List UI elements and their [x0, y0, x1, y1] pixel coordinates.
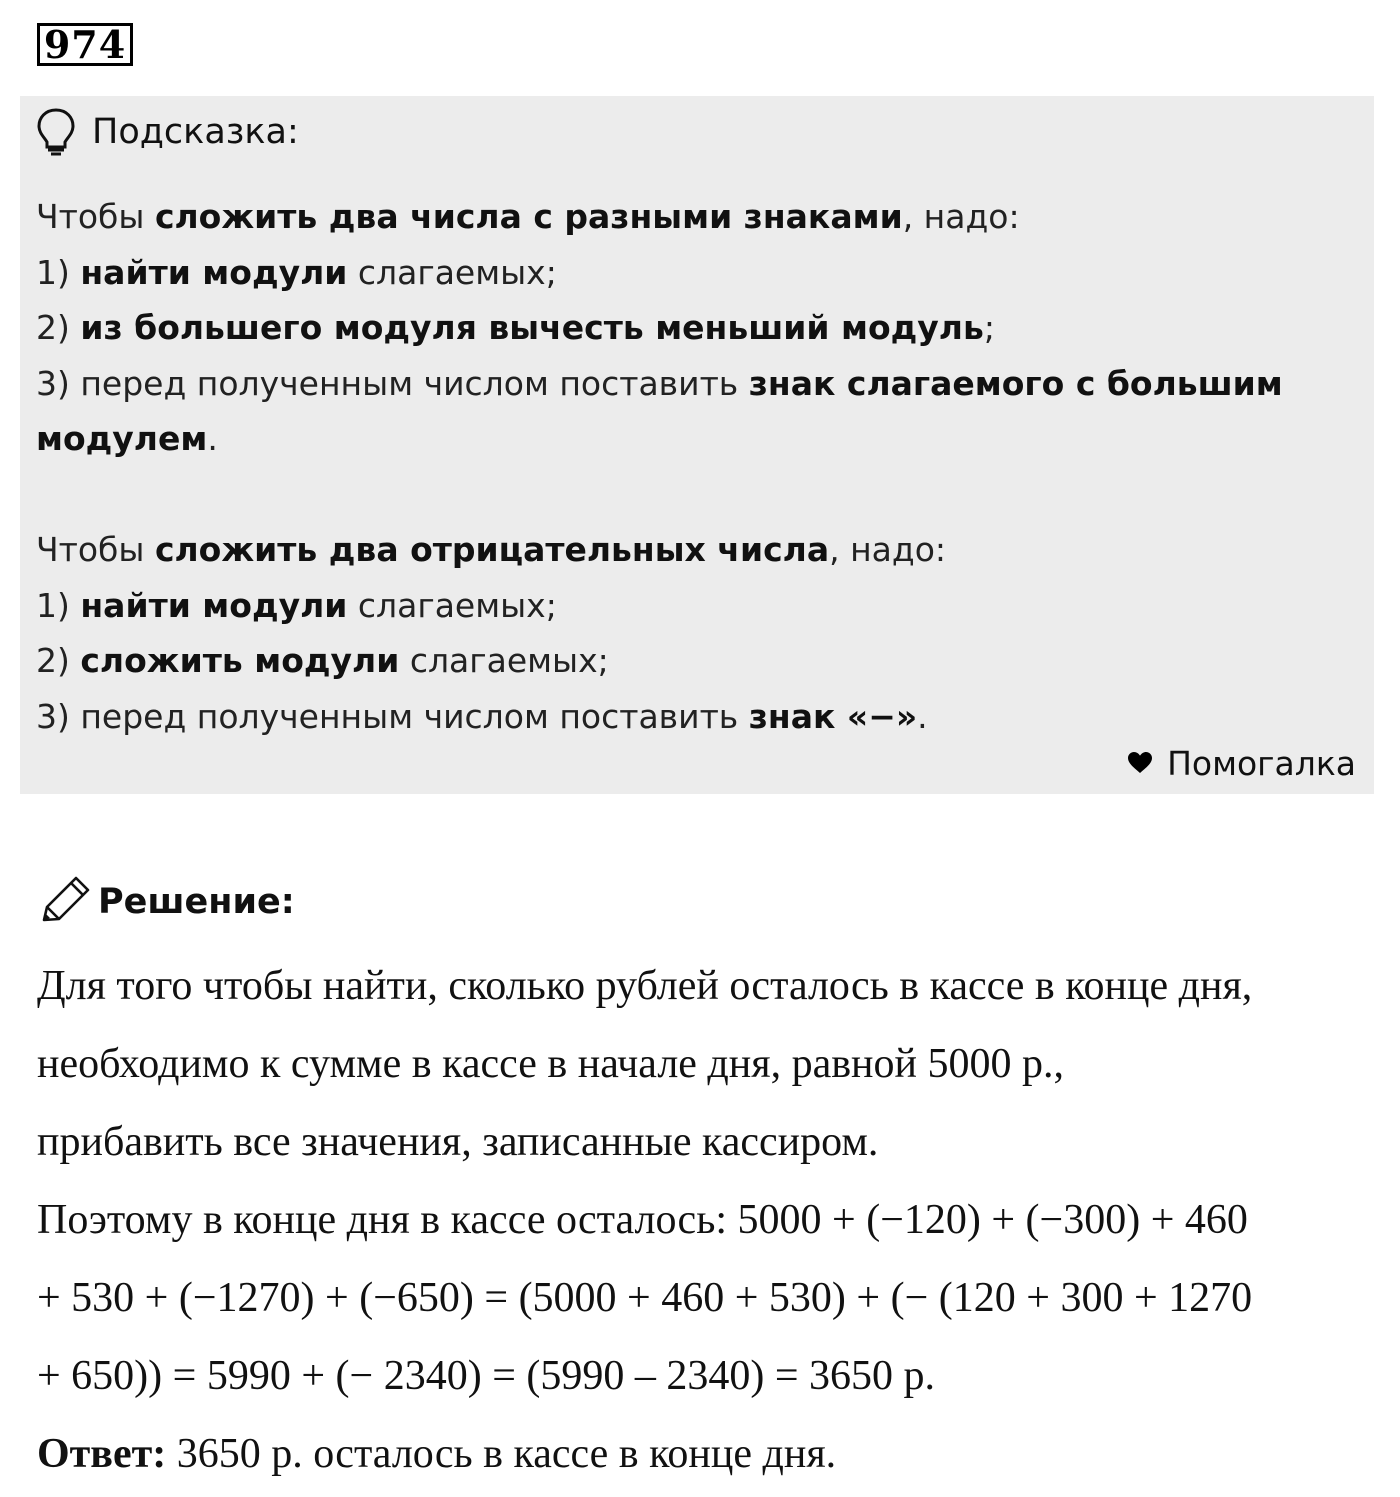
hint-rule-1-step-3-cont: модулем.	[36, 419, 218, 458]
answer-text: 3650 р. осталось в кассе в конце дня.	[166, 1431, 837, 1477]
solution-header	[38, 874, 295, 930]
hint-panel	[20, 96, 1374, 794]
solution-line: Поэтому в конце дня в кассе осталось: 5000 + (−120) + (−300) + 460	[37, 1197, 1248, 1243]
hint-rule-1-step-2: 2) из большего модуля вычесть меньший модуль;	[36, 308, 995, 347]
solution-line: + 650)) = 5990 + (− 2340) = (5990 – 2340) = 3650 р.	[37, 1353, 936, 1399]
solution-line: Для того чтобы найти, сколько рублей осталось в кассе в конце дня,	[37, 963, 1253, 1009]
pencil-icon	[38, 874, 92, 931]
answer-label: Ответ:	[37, 1431, 167, 1477]
hint-rule-2-step-1: 1) найти модули слагаемых;	[36, 585, 557, 625]
answer-line	[37, 1415, 1367, 1493]
hint-rule-2-step-2: 2) сложить модули слагаемых;	[36, 641, 609, 680]
hint-title: Подсказка:	[92, 112, 299, 152]
hint-body	[36, 189, 1356, 744]
credit-label: Помогалка	[1167, 744, 1356, 783]
hint-rule-1-step-1: 1) найти модули слагаемых;	[36, 252, 557, 292]
solution-title: Решение:	[98, 882, 295, 922]
hint-header	[36, 104, 299, 160]
hint-rule-1-step-3: 3) перед полученным числом поставить знак слагаемого с большим	[36, 363, 1283, 403]
solution-body	[37, 947, 1367, 1493]
solution-line: необходимо к сумме в кассе в начале дня, равной 5000 р.,	[37, 1041, 1065, 1087]
solution-line: + 530 + (−1270) + (−650) = (5000 + 460 + 530) + (− (120 + 300 + 1270	[37, 1275, 1253, 1321]
lightbulb-icon	[36, 107, 76, 157]
credit-link[interactable]	[1127, 744, 1356, 783]
solution-line: прибавить все значения, записанные кассиром.	[37, 1119, 879, 1165]
hint-rule-2-step-3: 3) перед полученным числом поставить знак «−».	[36, 696, 928, 736]
hint-rule-2-intro: Чтобы сложить два отрицательных числа, надо:	[36, 530, 946, 569]
hint-rule-1-intro: Чтобы сложить два числа с разными знаками, надо:	[36, 197, 1020, 236]
task-number: 974	[37, 23, 133, 66]
heart-icon	[1127, 744, 1153, 783]
